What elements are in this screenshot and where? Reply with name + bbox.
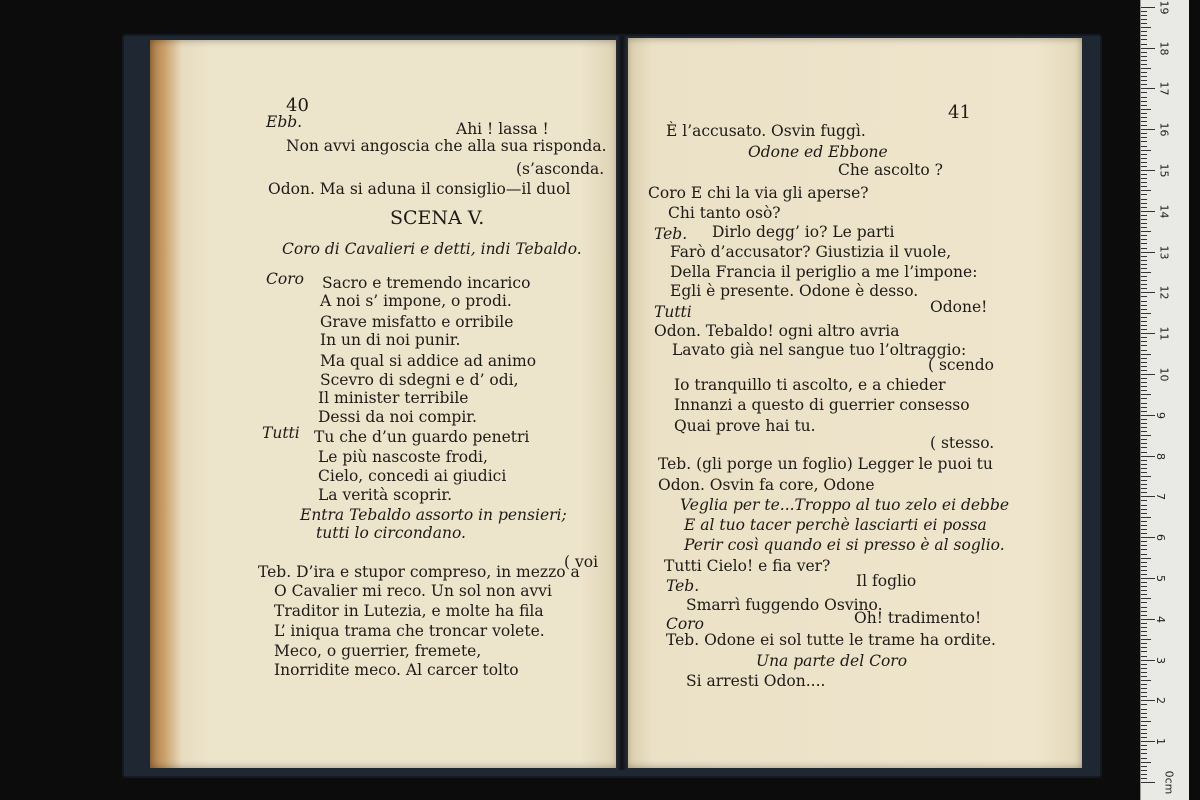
ruler-label: 9 <box>1154 411 1167 419</box>
ruler-tick <box>1141 704 1147 705</box>
ruler-tick <box>1141 672 1147 673</box>
ruler-tick <box>1141 766 1147 767</box>
ruler-label: 1 <box>1154 738 1167 746</box>
ruler-tick <box>1141 358 1147 359</box>
ruler-tick <box>1141 480 1147 481</box>
ruler-tick <box>1141 252 1155 253</box>
ruler-tick <box>1141 309 1147 310</box>
ruler-tick <box>1141 199 1147 200</box>
text-line: O Cavalier mi reco. Un sol non avvi <box>274 582 552 600</box>
ruler-tick <box>1141 598 1151 599</box>
ruler-label: 15 <box>1157 163 1171 178</box>
ruler-tick <box>1141 647 1147 648</box>
ruler-tick <box>1141 211 1155 212</box>
ruler-tick <box>1141 366 1147 367</box>
stage-direction: Entra Tebaldo assorto in pensieri; <box>300 506 567 524</box>
ruler-tick <box>1141 484 1147 485</box>
stage-direction: Coro di Cavalieri e detti, indi Tebaldo. <box>282 240 582 258</box>
ruler-tick <box>1141 623 1147 624</box>
ruler-tick <box>1141 566 1147 567</box>
ruler-tick <box>1141 713 1147 714</box>
ruler-tick <box>1141 688 1147 689</box>
text-line: Inorridite meco. Al carcer tolto <box>274 661 519 679</box>
ruler-tick <box>1141 472 1147 473</box>
ruler-tick <box>1141 456 1155 457</box>
text-line: Odon. Ma si aduna il consiglio—il duol <box>268 180 571 198</box>
ruler-tick <box>1141 435 1151 436</box>
ruler-tick <box>1141 15 1147 16</box>
ruler-tick <box>1141 660 1155 661</box>
ruler-tick <box>1141 190 1151 191</box>
ruler-tick <box>1141 590 1147 591</box>
text-line: È l’accusato. Osvin fuggì. <box>666 122 866 140</box>
ruler-tick <box>1141 427 1147 428</box>
ruler-tick <box>1141 378 1147 379</box>
text-line: Che ascolto ? <box>838 161 943 179</box>
ruler-tick <box>1141 231 1151 232</box>
ruler-tick <box>1141 545 1147 546</box>
ruler-tick <box>1141 452 1147 453</box>
ruler-tick <box>1141 537 1155 538</box>
ruler-tick <box>1141 337 1147 338</box>
ruler-tick <box>1141 84 1147 85</box>
ruler-tick <box>1141 464 1147 465</box>
ruler-tick <box>1141 11 1147 12</box>
stage-direction: (s’asconda. <box>516 160 605 178</box>
ruler-tick <box>1141 296 1147 297</box>
speaker-label: Coro <box>266 270 304 288</box>
ruler-tick <box>1141 419 1147 420</box>
ruler-tick <box>1141 203 1147 204</box>
speaker-label: Teb. <box>654 225 688 243</box>
ruler-tick <box>1141 80 1147 81</box>
ruler-tick <box>1141 117 1147 118</box>
verse-line: Grave misfatto e orribile <box>320 313 514 331</box>
text-line: Il foglio <box>856 572 917 590</box>
ruler-tick <box>1141 533 1147 534</box>
ruler-tick <box>1141 141 1147 142</box>
ruler-label: 0cm <box>1162 770 1176 795</box>
text-line: Teb. D’ira e stupor compreso, in mezzo a <box>258 563 580 581</box>
text-line: Odon. Tebaldo! ogni altro avria <box>654 322 900 340</box>
ruler-tick <box>1141 717 1147 718</box>
verse-line: Le più nascoste frodi, <box>318 448 488 466</box>
ruler-tick <box>1141 407 1147 408</box>
stage-direction: tutti lo circondano. <box>316 524 466 542</box>
book-gutter <box>616 36 628 770</box>
text-line: Odon. Osvin fa core, Odone <box>658 476 875 494</box>
ruler-tick <box>1141 146 1147 147</box>
ruler-label: 18 <box>1157 41 1171 56</box>
ruler-tick <box>1141 770 1147 771</box>
text-line: Odone! <box>930 298 988 316</box>
text-line: Non avvi angoscia che alla sua risponda. <box>286 137 607 155</box>
ruler-tick <box>1141 631 1147 632</box>
speaker-label: Teb. <box>666 577 700 595</box>
ruler-tick <box>1141 749 1147 750</box>
ruler-tick <box>1141 431 1147 432</box>
text-line: L’ iniqua trama che troncar volete. <box>274 622 545 640</box>
ruler-label: 10 <box>1157 367 1171 382</box>
ruler-tick <box>1141 248 1147 249</box>
ruler-tick <box>1141 521 1147 522</box>
verse-line: Il minister terribile <box>318 389 469 407</box>
ruler-tick <box>1141 92 1147 93</box>
ruler-tick <box>1141 264 1147 265</box>
ruler-tick <box>1141 602 1147 603</box>
verse-line: Cielo, concedi ai giudici <box>318 467 507 485</box>
ruler-tick <box>1141 44 1147 45</box>
ruler-tick <box>1141 496 1155 497</box>
ruler-tick <box>1141 668 1147 669</box>
ruler-label: 13 <box>1157 245 1171 260</box>
ruler-tick <box>1141 76 1147 77</box>
text-line: Ahi ! lassa ! <box>456 120 549 138</box>
speaker-label: Odone ed Ebbone <box>748 143 888 161</box>
ruler-tick <box>1141 125 1147 126</box>
ruler-label: 7 <box>1154 493 1167 501</box>
ruler-tick <box>1141 301 1147 302</box>
ruler-label: 4 <box>1154 615 1167 623</box>
ruler-label: 6 <box>1154 534 1167 542</box>
ruler-tick <box>1141 56 1147 57</box>
ruler-tick <box>1141 554 1147 555</box>
ruler-tick <box>1141 574 1147 575</box>
ruler-tick <box>1141 725 1147 726</box>
ruler-tick <box>1141 133 1147 134</box>
ruler-tick <box>1141 341 1147 342</box>
ruler-tick <box>1141 390 1147 391</box>
ruler-tick <box>1141 170 1155 171</box>
text-line: Meco, o guerrier, fremete, <box>274 642 482 660</box>
scene-heading: SCENA V. <box>390 207 485 229</box>
ruler-tick <box>1141 549 1147 550</box>
ruler-tick <box>1141 460 1147 461</box>
text-line: Traditor in Lutezia, e molte ha fila <box>274 602 544 620</box>
ruler-tick <box>1141 48 1155 49</box>
verse-line: Perir così quando ei si presso è al soglio. <box>684 536 1005 554</box>
ruler-tick <box>1141 154 1147 155</box>
ruler-tick <box>1141 186 1147 187</box>
ruler-tick <box>1141 692 1147 693</box>
ruler-tick <box>1141 423 1147 424</box>
ruler-tick <box>1141 60 1147 61</box>
ruler-tick <box>1141 721 1151 722</box>
ruler-tick <box>1141 525 1147 526</box>
ruler-tick <box>1141 313 1151 314</box>
ruler-tick <box>1141 753 1147 754</box>
verse-line: In un di noi punir. <box>320 331 461 349</box>
ruler-tick <box>1141 113 1147 114</box>
ruler-tick <box>1141 594 1147 595</box>
ruler-tick <box>1141 447 1147 448</box>
ruler-tick <box>1141 19 1147 20</box>
ruler-tick <box>1141 7 1155 8</box>
text-line: Si arresti Odon.... <box>686 672 826 690</box>
verse-line: Veglia per te...Troppo al tuo zelo ei debbe <box>680 496 1010 514</box>
ruler-tick <box>1141 684 1147 685</box>
text-line: Oh! tradimento! <box>854 609 982 627</box>
ruler-tick <box>1141 239 1147 240</box>
ruler-tick <box>1141 121 1147 122</box>
ruler-label: 2 <box>1154 697 1167 705</box>
ruler-tick <box>1141 680 1151 681</box>
ruler-tick <box>1141 541 1147 542</box>
ruler-tick <box>1141 370 1147 371</box>
ruler-label: 12 <box>1157 285 1171 300</box>
ruler-tick <box>1141 292 1155 293</box>
ruler-tick <box>1141 656 1147 657</box>
text-line: Innanzi a questo di guerrier consesso <box>674 396 970 414</box>
ruler-tick <box>1141 215 1147 216</box>
stage-direction: ( stesso. <box>930 434 995 452</box>
ruler-tick <box>1141 235 1147 236</box>
ruler-tick <box>1141 23 1147 24</box>
ruler-tick <box>1141 709 1147 710</box>
verse-line: Ma qual si addice ad animo <box>320 352 537 370</box>
text-line: Tutti Cielo! e fia ver? <box>664 557 831 575</box>
text-line: Io tranquillo ti ascolto, e a chieder <box>674 376 946 394</box>
ruler-tick <box>1141 31 1147 32</box>
ruler-tick <box>1141 635 1147 636</box>
ruler-tick <box>1141 758 1147 759</box>
ruler-tick <box>1141 778 1147 779</box>
ruler-tick <box>1141 737 1147 738</box>
ruler-tick <box>1141 582 1147 583</box>
text-line: Dirlo degg’ io? Le parti <box>712 223 895 241</box>
ruler-tick <box>1141 411 1147 412</box>
ruler-tick <box>1141 207 1147 208</box>
ruler-tick <box>1141 664 1147 665</box>
ruler-tick <box>1141 443 1147 444</box>
ruler-tick <box>1141 403 1147 404</box>
ruler-tick <box>1141 562 1147 563</box>
verse-line: E al tuo tacer perchè lasciarti ei possa <box>684 516 987 534</box>
ruler-tick <box>1141 223 1147 224</box>
ruler-tick <box>1141 607 1147 608</box>
ruler-tick <box>1141 256 1147 257</box>
ruler-label: 14 <box>1157 204 1171 219</box>
verse-line: A noi s’ impone, o prodi. <box>320 292 512 310</box>
ruler-tick <box>1141 321 1147 322</box>
ruler-tick <box>1141 729 1147 730</box>
ruler-tick <box>1141 639 1151 640</box>
ruler-tick <box>1141 700 1155 701</box>
ruler-tick <box>1141 509 1147 510</box>
text-line: Lavato già nel sangue tuo l’oltraggio: <box>672 341 967 359</box>
ruler-tick <box>1141 782 1155 783</box>
ruler-tick <box>1141 243 1147 244</box>
ruler-tick <box>1141 68 1151 69</box>
ruler-tick <box>1141 517 1151 518</box>
ruler-tick <box>1141 619 1155 620</box>
ruler-tick <box>1141 288 1147 289</box>
ruler-tick <box>1141 260 1147 261</box>
ruler-tick <box>1141 488 1147 489</box>
ruler-tick <box>1141 468 1147 469</box>
ruler-tick <box>1141 39 1147 40</box>
ruler-tick <box>1141 88 1155 89</box>
speaker-label: Ebb. <box>266 113 303 131</box>
ruler-label: 3 <box>1154 656 1167 664</box>
ruler-label: 11 <box>1157 326 1171 341</box>
ruler-tick <box>1141 158 1147 159</box>
ruler-tick <box>1141 394 1151 395</box>
ruler-tick <box>1141 272 1151 273</box>
verse-line: La verità scoprir. <box>318 486 453 504</box>
ruler-tick <box>1141 333 1155 334</box>
verse-line: Dessi da noi compir. <box>318 408 477 426</box>
text-line: Coro E chi la via gli aperse? <box>648 184 869 202</box>
ruler-tick <box>1141 227 1147 228</box>
ruler-tick <box>1141 284 1147 285</box>
ruler-label: 5 <box>1154 575 1167 582</box>
ruler-tick <box>1141 762 1151 763</box>
ruler-tick <box>1141 627 1147 628</box>
ruler-tick <box>1141 382 1147 383</box>
ruler-tick <box>1141 558 1151 559</box>
text-line: Smarrì fuggendo Osvino. <box>686 596 883 614</box>
verse-line: Sacro e tremendo incarico <box>322 274 531 292</box>
ruler-tick <box>1141 374 1155 375</box>
ruler-tick <box>1141 578 1155 579</box>
ruler-tick <box>1141 611 1147 612</box>
ruler-tick <box>1141 150 1151 151</box>
speaker-label: Tutti <box>654 303 692 321</box>
ruler-tick <box>1141 570 1147 571</box>
ruler-label: 17 <box>1157 81 1171 96</box>
ruler-tick <box>1141 350 1147 351</box>
ruler-tick <box>1141 317 1147 318</box>
ruler-tick <box>1141 500 1147 501</box>
page-number: 40 <box>286 95 309 116</box>
ruler-tick <box>1141 182 1147 183</box>
ruler-tick <box>1141 305 1147 306</box>
ruler-tick <box>1141 492 1147 493</box>
ruler-tick <box>1141 97 1147 98</box>
speaker-label: Coro <box>666 615 704 633</box>
ruler-tick <box>1141 166 1147 167</box>
ruler-label: 8 <box>1154 452 1167 460</box>
text-line: Della Francia il periglio a me l’impone: <box>670 263 978 281</box>
ruler-tick <box>1141 64 1147 65</box>
ruler-tick <box>1141 276 1147 277</box>
text-line: Farò d’accusator? Giustizia il vuole, <box>670 243 952 261</box>
text-line: Chi tanto osò? <box>668 204 781 222</box>
ruler-tick <box>1141 586 1147 587</box>
ruler-tick <box>1141 354 1151 355</box>
ruler-tick <box>1141 329 1147 330</box>
ruler-label: 19 <box>1157 0 1171 15</box>
text-line: Egli è presente. Odone è desso. <box>670 282 919 300</box>
ruler-tick <box>1141 109 1151 110</box>
ruler-tick <box>1141 386 1147 387</box>
text-line: Teb. (gli porge un foglio) Legger le puoi tu <box>658 455 993 473</box>
ruler-tick <box>1141 162 1147 163</box>
verse-line: Scevro di sdegni e d’ odi, <box>320 371 519 389</box>
ruler-tick <box>1141 129 1155 130</box>
ruler-tick <box>1141 529 1147 530</box>
ruler-tick <box>1141 174 1147 175</box>
ruler-tick <box>1141 733 1147 734</box>
ruler-tick <box>1141 476 1151 477</box>
ruler-tick <box>1141 398 1147 399</box>
ruler-tick <box>1141 362 1147 363</box>
text-line: ( voi <box>564 553 599 571</box>
ruler-tick <box>1141 745 1147 746</box>
ruler-tick <box>1141 513 1147 514</box>
page-number: 41 <box>948 102 971 123</box>
ruler-tick <box>1141 178 1147 179</box>
ruler-tick <box>1141 741 1155 742</box>
ruler-tick <box>1141 696 1147 697</box>
ruler-tick <box>1141 52 1147 53</box>
ruler-tick <box>1141 27 1151 28</box>
ruler-tick <box>1141 280 1147 281</box>
ruler-tick <box>1141 415 1155 416</box>
ruler-tick <box>1141 439 1147 440</box>
ruler-label: 16 <box>1157 122 1171 137</box>
ruler-tick <box>1141 651 1147 652</box>
ruler-tick <box>1141 219 1147 220</box>
ruler-tick <box>1141 72 1147 73</box>
ruler-tick <box>1141 268 1147 269</box>
text-line: Teb. Odone ei sol tutte le trame ha ordite. <box>666 631 996 649</box>
speaker-label: Tutti <box>262 424 300 442</box>
ruler-tick <box>1141 101 1147 102</box>
verse-line: Tu che d’un guardo penetri <box>314 428 530 446</box>
ruler-tick <box>1141 615 1147 616</box>
ruler-tick <box>1141 774 1147 775</box>
ruler-tick <box>1141 194 1147 195</box>
ruler-tick <box>1141 676 1147 677</box>
stage-direction: ( scendo <box>928 356 995 374</box>
ruler-tick <box>1141 35 1147 36</box>
ruler-tick <box>1141 325 1147 326</box>
stage-direction: Una parte del Coro <box>756 652 908 670</box>
ruler-tick <box>1141 105 1147 106</box>
measurement-ruler <box>1140 0 1189 800</box>
text-line: Quai prove hai tu. <box>674 417 816 435</box>
ruler-tick <box>1141 137 1147 138</box>
ruler-tick <box>1141 505 1147 506</box>
ruler-tick <box>1141 643 1147 644</box>
ruler-tick <box>1141 345 1147 346</box>
